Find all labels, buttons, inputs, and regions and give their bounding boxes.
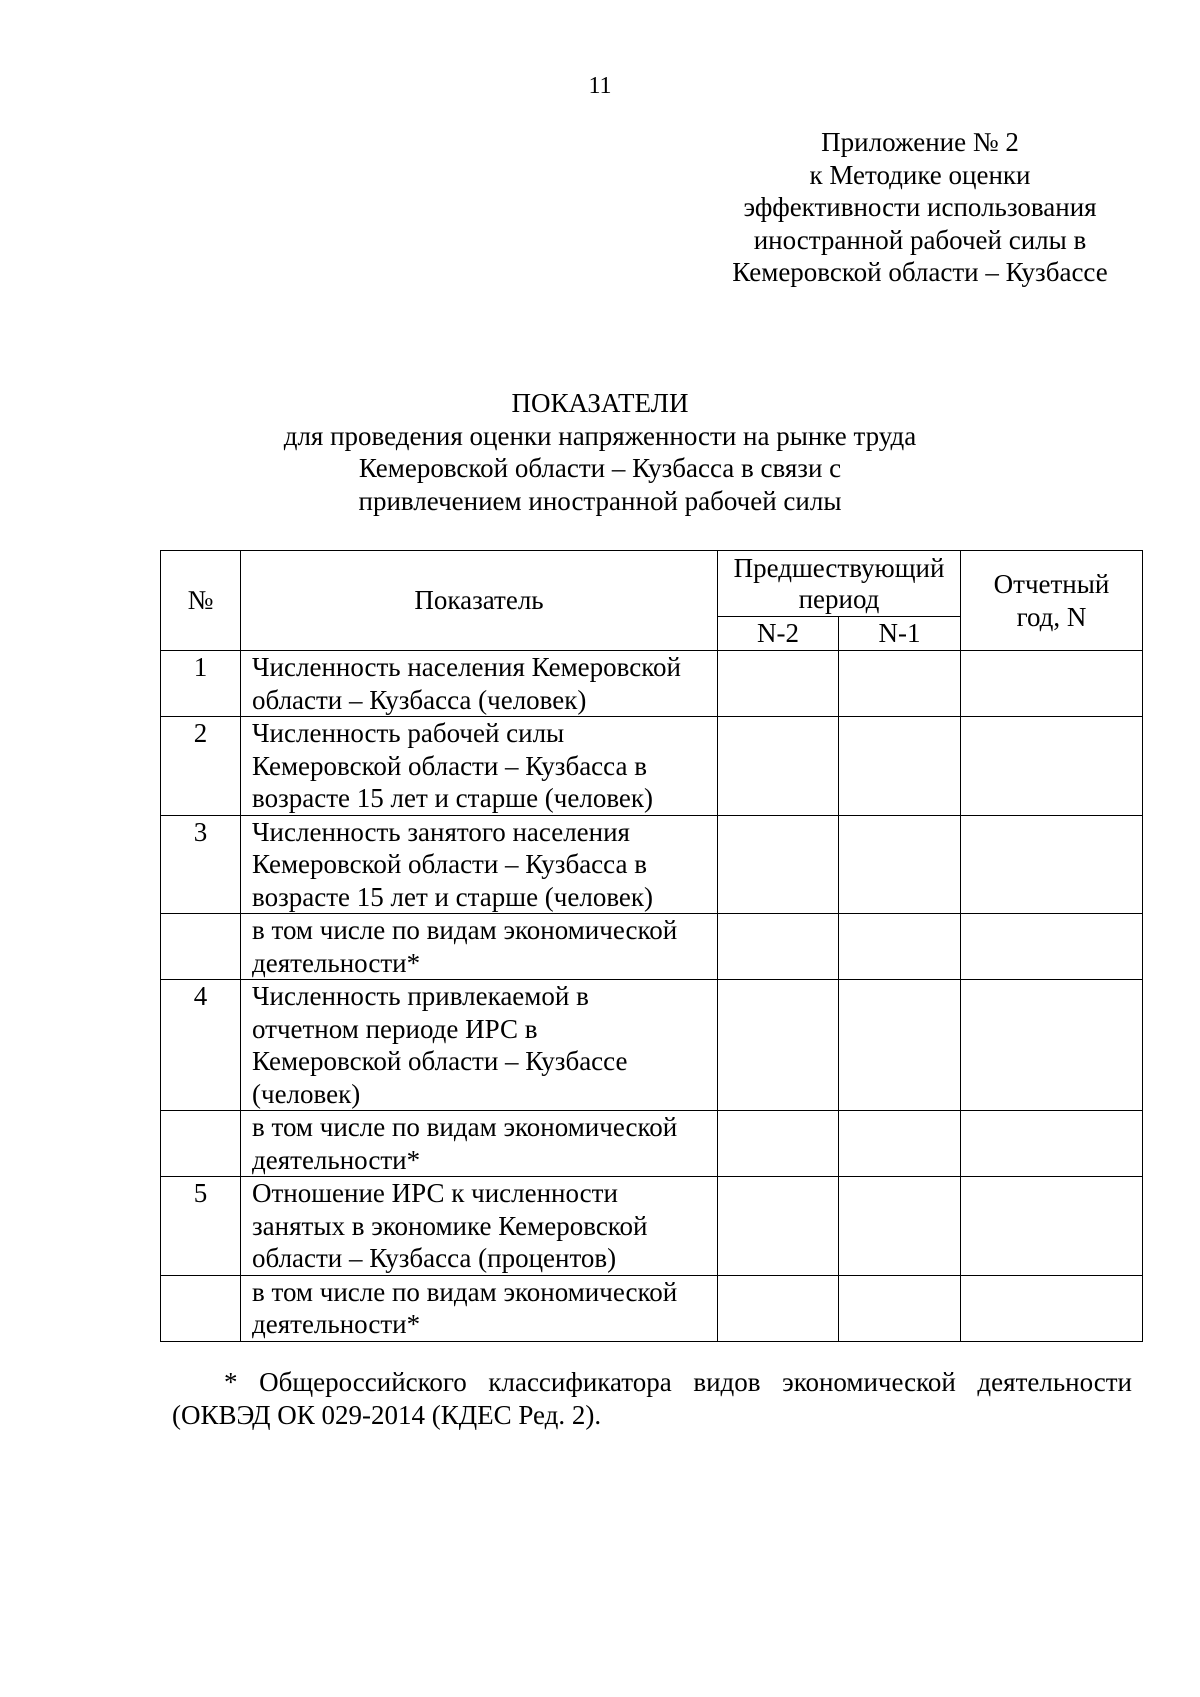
row-number: 4 — [161, 980, 241, 1111]
value-cell-n-minus-2 — [718, 651, 839, 717]
header-number: № — [161, 551, 241, 651]
table-row — [161, 1275, 1143, 1341]
value-cell-reporting-year — [961, 1177, 1143, 1276]
indicator-cell — [241, 1111, 718, 1177]
table-row — [161, 651, 1143, 717]
indicator-line: в том числе по видам экономической — [252, 915, 678, 945]
row-number — [161, 914, 241, 980]
indicator-line: занятых в экономике Кемеровской — [252, 1210, 648, 1241]
header-line: Предшествующий — [733, 552, 945, 583]
indicator-cell — [241, 980, 718, 1111]
value-cell-reporting-year — [961, 717, 1143, 816]
appendix-reference — [700, 126, 1140, 289]
indicator-line: в том числе по видам экономической — [252, 1276, 678, 1307]
indicator-cell — [241, 651, 718, 717]
appendix-line: иностранной рабочей силы в — [753, 224, 1087, 255]
value-cell-reporting-year — [961, 815, 1143, 914]
indicator-line: Отношение ИРС к численности — [252, 1178, 618, 1208]
header-n-minus-1: N-1 — [839, 617, 961, 651]
value-cell-reporting-year — [961, 980, 1143, 1111]
value-cell-n-minus-1 — [839, 1177, 961, 1276]
title-subtitle-line: для проведения оценки напряженности на рынке труда — [283, 420, 917, 451]
row-number: 5 — [161, 1177, 241, 1276]
header-previous-period — [718, 551, 961, 617]
header-line: год, N — [1016, 601, 1087, 632]
indicator-line: Кемеровской области – Кузбассе — [252, 1046, 628, 1076]
value-cell-n-minus-1 — [839, 980, 961, 1111]
appendix-line: эффективности использования — [743, 192, 1097, 222]
table-row — [161, 815, 1143, 914]
indicator-line: области – Кузбасса (человек) — [252, 684, 587, 715]
indicator-line: возрасте 15 лет и старше (человек) — [252, 881, 654, 912]
table-row — [161, 1111, 1143, 1177]
appendix-line: Кемеровской области – Кузбассе — [732, 257, 1108, 287]
header-line: Отчетный — [993, 569, 1110, 599]
value-cell-reporting-year — [961, 914, 1143, 980]
indicator-line: возрасте 15 лет и старше (человек) — [252, 783, 654, 813]
header-line: период — [798, 583, 880, 614]
title-subtitle-line: привлечением иностранной рабочей силы — [358, 485, 842, 516]
table-row — [161, 914, 1143, 980]
indicator-line: в том числе по видам экономической — [252, 1112, 678, 1142]
header-n-minus-2: N-2 — [718, 617, 839, 651]
indicator-line: Численность населения Кемеровской — [252, 652, 681, 682]
indicators-table — [160, 550, 1143, 1342]
indicator-line: области – Кузбасса (процентов) — [252, 1243, 617, 1273]
indicator-line: деятельности* — [252, 1309, 421, 1339]
page-number: 11 — [588, 73, 612, 99]
indicator-line: отчетном периоде ИРС в — [252, 1013, 538, 1044]
table-row — [161, 717, 1143, 816]
title-heading: ПОКАЗАТЕЛИ — [511, 388, 689, 418]
value-cell-n-minus-2 — [718, 717, 839, 816]
value-cell-n-minus-1 — [839, 815, 961, 914]
indicator-cell — [241, 815, 718, 914]
value-cell-n-minus-2 — [718, 1177, 839, 1276]
indicator-cell — [241, 717, 718, 816]
value-cell-reporting-year — [961, 1275, 1143, 1341]
value-cell-n-minus-1 — [839, 1275, 961, 1341]
row-number: 3 — [161, 815, 241, 914]
table-row — [161, 980, 1143, 1111]
row-number: 2 — [161, 717, 241, 816]
appendix-line: к Методике оценки — [809, 159, 1031, 190]
row-number: 1 — [161, 651, 241, 717]
value-cell-n-minus-2 — [718, 914, 839, 980]
value-cell-reporting-year — [961, 651, 1143, 717]
indicator-line: Кемеровской области – Кузбасса в — [252, 750, 647, 781]
indicator-line: Численность привлекаемой в — [252, 981, 589, 1011]
appendix-line: Приложение № 2 — [821, 127, 1019, 157]
value-cell-n-minus-2 — [718, 815, 839, 914]
document-title — [0, 387, 1200, 517]
indicator-cell — [241, 1275, 718, 1341]
footnote: * Общероссийского классификатора видов экономической деятельности (ОКВЭД ОК 029-2014 (КДЕС Ред. 2). — [172, 1367, 1132, 1430]
table-row — [161, 1177, 1143, 1276]
value-cell-n-minus-1 — [839, 1111, 961, 1177]
indicator-line: Численность занятого населения — [252, 816, 630, 847]
value-cell-n-minus-1 — [839, 914, 961, 980]
value-cell-n-minus-1 — [839, 717, 961, 816]
value-cell-reporting-year — [961, 1111, 1143, 1177]
value-cell-n-minus-1 — [839, 651, 961, 717]
indicator-cell — [241, 914, 718, 980]
header-reporting-year — [961, 551, 1143, 651]
indicator-line: Численность рабочей силы — [252, 718, 565, 748]
row-number — [161, 1111, 241, 1177]
indicator-line: деятельности* — [252, 947, 421, 978]
value-cell-n-minus-2 — [718, 1275, 839, 1341]
indicator-line: Кемеровской области – Кузбасса в — [252, 849, 647, 879]
title-subtitle-line: Кемеровской области – Кузбасса в связи с — [358, 453, 842, 483]
header-indicator: Показатель — [241, 551, 718, 651]
row-number — [161, 1275, 241, 1341]
value-cell-n-minus-2 — [718, 980, 839, 1111]
indicator-line: деятельности* — [252, 1144, 421, 1175]
table-header-row — [161, 551, 1143, 617]
value-cell-n-minus-2 — [718, 1111, 839, 1177]
indicator-line: (человек) — [252, 1078, 361, 1109]
indicator-cell — [241, 1177, 718, 1276]
